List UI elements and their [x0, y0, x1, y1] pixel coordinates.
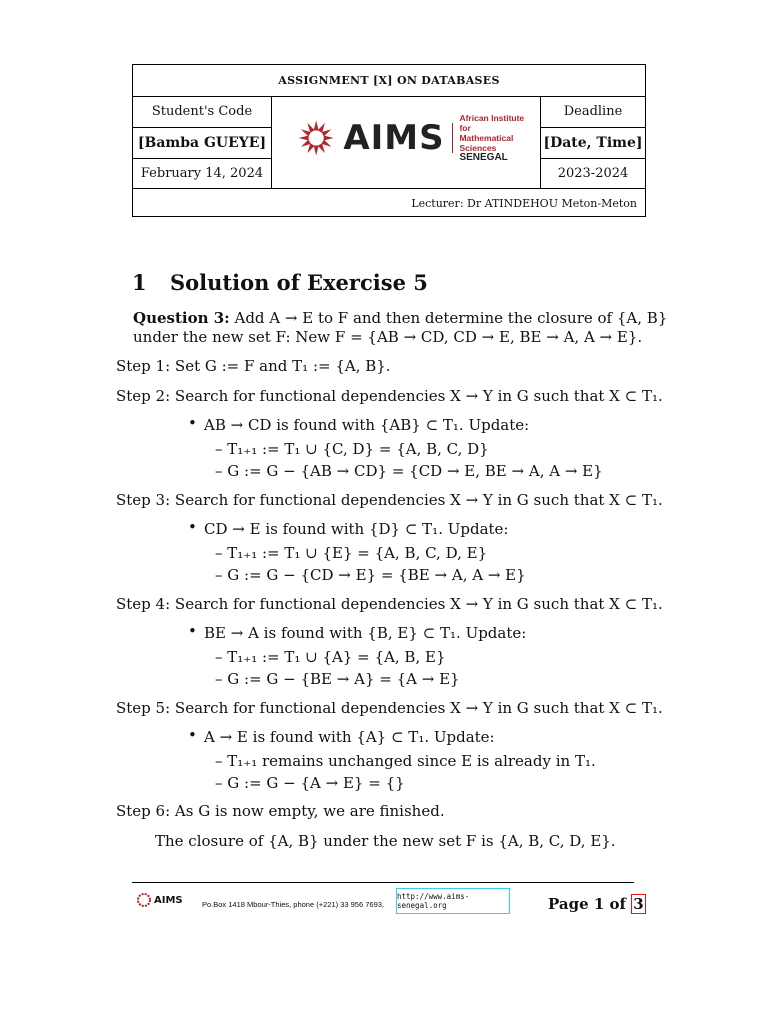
- step4-sub1: – T₁₊₁ := T₁ ∪ {A} = {A, B, E}: [215, 648, 446, 666]
- page-prefix: Page 1 of: [548, 895, 626, 913]
- student-name: [Bamba GUEYE]: [137, 134, 267, 151]
- bullet-dot: •: [188, 518, 197, 536]
- step3: Step 3: Search for functional dependencies X → Y in G such that X ⊂ T₁.: [116, 491, 663, 509]
- step2-bullet: AB → CD is found with {AB} ⊂ T₁. Update:: [204, 416, 530, 434]
- aims-emblem-icon: [297, 115, 335, 161]
- question-label: Question 3:: [133, 309, 230, 327]
- step3-sub2: – G := G − {CD → E} = {BE → A, A → E}: [215, 566, 526, 584]
- lecturer: Lecturer: Dr ATINDEHOU Meton-Meton: [411, 197, 637, 210]
- student-code-label: Student's Code: [151, 104, 253, 119]
- logo-separator: [452, 123, 453, 153]
- step4: Step 4: Search for functional dependencies X → Y in G such that X ⊂ T₁.: [116, 595, 663, 613]
- footer-url-link[interactable]: http://www.aims-senegal.org: [396, 888, 510, 914]
- bullet-dot: •: [188, 414, 197, 432]
- step2-sub2: – G := G − {AB → CD} = {CD → E, BE → A, A → E}: [215, 462, 603, 480]
- closure-statement: The closure of {A, B} under the new set F is {A, B, C, D, E}.: [155, 832, 616, 850]
- step3-bullet: CD → E is found with {D} ⊂ T₁. Update:: [204, 520, 509, 538]
- step5-sub1: – T₁₊₁ remains unchanged since E is already in T₁.: [215, 752, 596, 770]
- step6: Step 6: As G is now empty, we are finished.: [116, 802, 445, 820]
- aims-logo: [297, 113, 537, 163]
- deadline-label: Deadline: [563, 104, 623, 119]
- academic-year: 2023-2024: [557, 165, 629, 181]
- aims-emblem-icon: [137, 893, 151, 907]
- question-line2: under the new set F: New F = {AB → CD, CD → E, BE → A, A → E}.: [133, 328, 643, 346]
- section-number: 1: [132, 270, 147, 295]
- step5: Step 5: Search for functional dependencies X → Y in G such that X ⊂ T₁.: [116, 699, 663, 717]
- page-total-link[interactable]: 3: [633, 895, 644, 913]
- step4-sub2: – G := G − {BE → A} = {A → E}: [215, 670, 460, 688]
- bullet-dot: •: [188, 726, 197, 744]
- footer-logo: [137, 893, 183, 907]
- question-text1: Add A → E to F and then determine the closure of {A, B}: [234, 309, 668, 327]
- step5-sub2: – G := G − {A → E} = {}: [215, 774, 405, 792]
- step2-sub1: – T₁₊₁ := T₁ ∪ {C, D} = {A, B, C, D}: [215, 440, 489, 458]
- step5-bullet: A → E is found with {A} ⊂ T₁. Update:: [204, 728, 495, 746]
- logo-line3: SENEGAL: [459, 152, 508, 163]
- deadline-value: [Date, Time]: [543, 134, 643, 151]
- table-divider: [271, 96, 272, 188]
- assignment-title: ASSIGNMENT [X] ON DATABASES: [278, 74, 500, 87]
- section-heading: [132, 270, 428, 295]
- header-table: [132, 64, 646, 217]
- logo-subtitle: [459, 113, 537, 163]
- step4-bullet: BE → A is found with {B, E} ⊂ T₁. Update:: [204, 624, 527, 642]
- footer-rule: [132, 882, 634, 883]
- logo-line2: Mathematical Sciences: [459, 133, 514, 153]
- footer-address: Po.Box 1418 Mbour-Thies, phone (+221) 33 956 7693,: [202, 900, 384, 909]
- bullet-dot: •: [188, 622, 197, 640]
- section-title: Solution of Exercise 5: [170, 270, 428, 295]
- step1: Step 1: Set G := F and T₁ := {A, B}.: [116, 357, 391, 375]
- page-indicator: [548, 895, 646, 913]
- logo-line1: African Institute for: [459, 113, 525, 133]
- logo-wordmark: AIMS: [343, 118, 445, 158]
- footer-logo-text: AIMS: [154, 894, 183, 906]
- step2: Step 2: Search for functional dependencies X → Y in G such that X ⊂ T₁.: [116, 387, 663, 405]
- step3-sub1: – T₁₊₁ := T₁ ∪ {E} = {A, B, C, D, E}: [215, 544, 488, 562]
- date-value: February 14, 2024: [140, 165, 264, 181]
